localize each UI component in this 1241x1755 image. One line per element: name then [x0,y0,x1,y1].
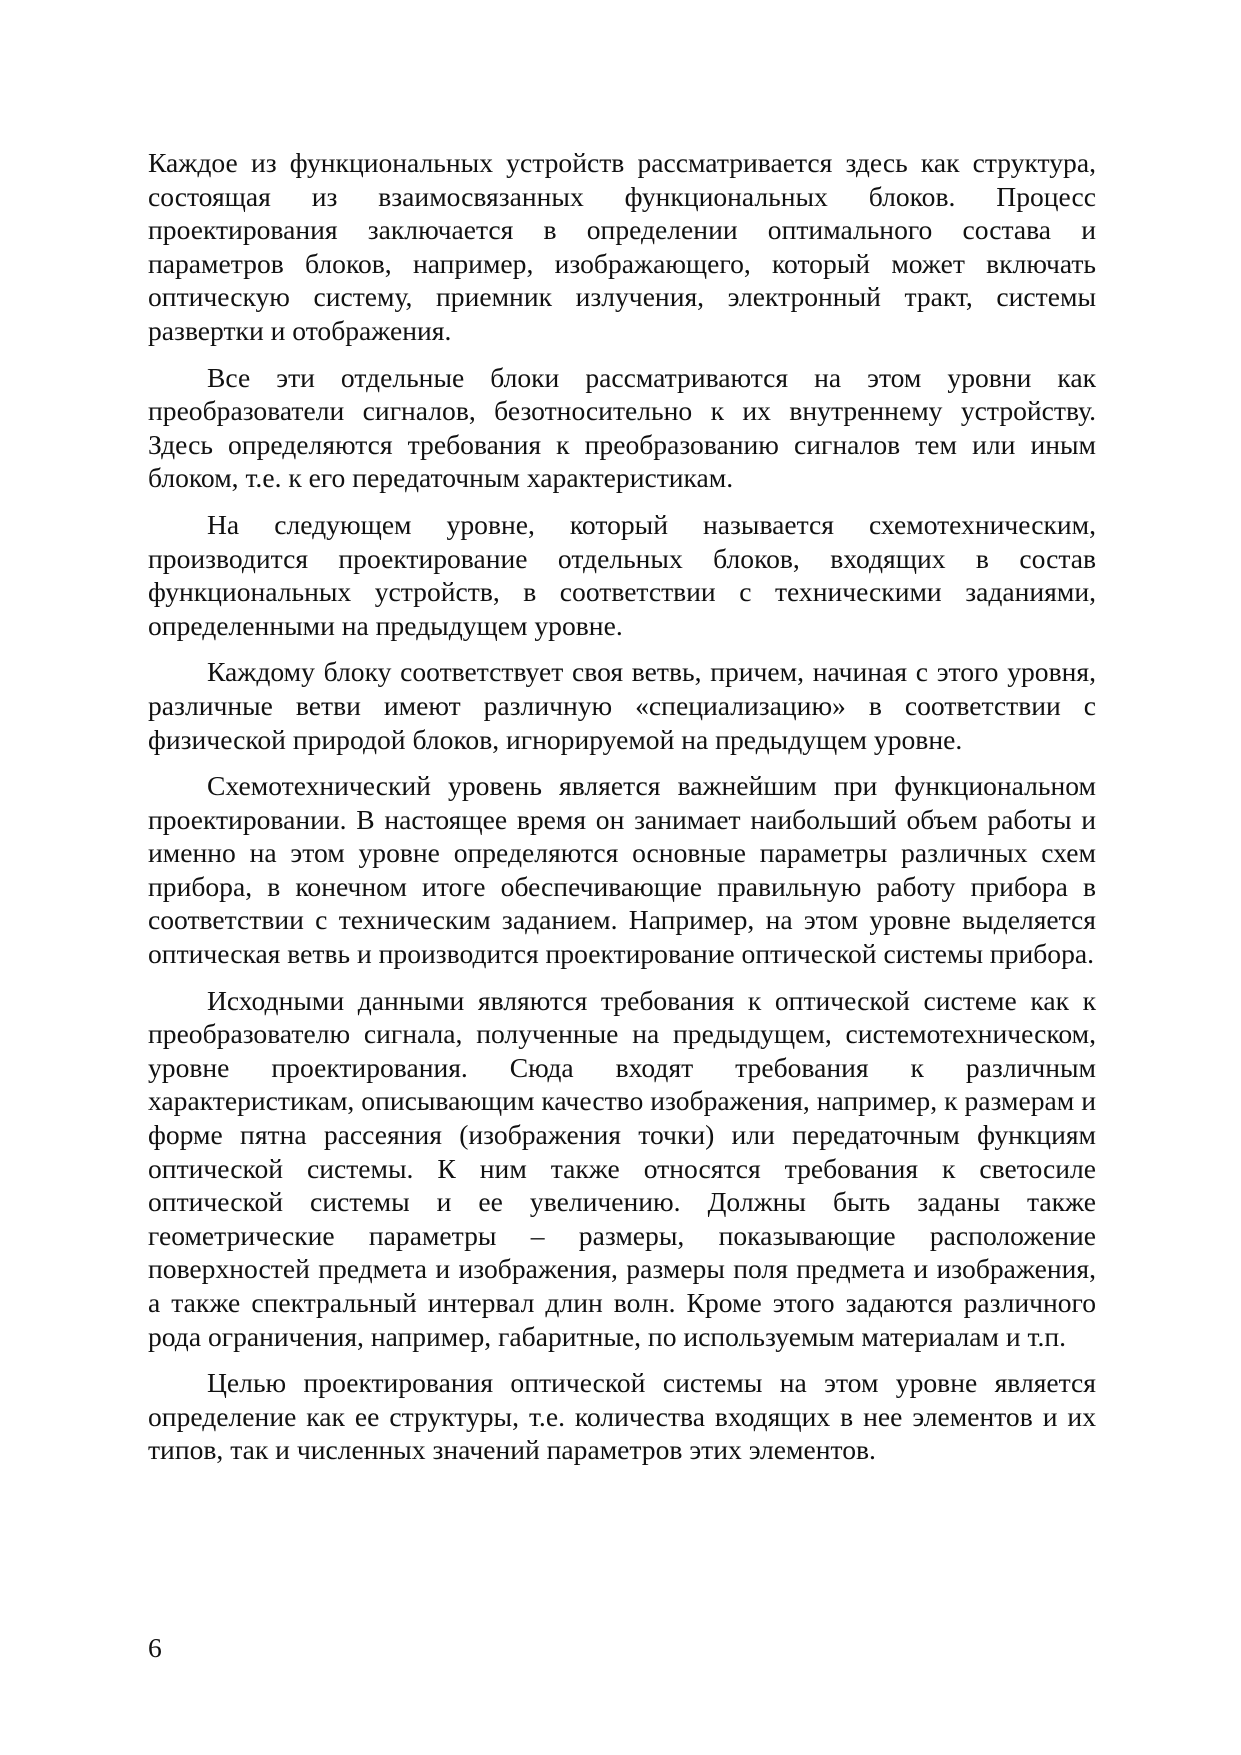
paragraph-1: Каждое из функциональных устройств рассматривается здесь как структура, состоящая из взаимосвязанных функциональных блоков. Процесс проектирования заключается в определении оптимального состава и параметров блоков, например, изображающего, который может включать оптическую систему, приемник излучения, электронный тракт, системы развертки и отображения. [148,147,1096,346]
paragraph-3: На следующем уровне, который называется схемотехническим, производится проектирование отдельных блоков, входящих в состав функциональных устройств, в соответствии с техническими заданиями, определенными на предыдущем уровне. [148,508,1096,641]
paragraph-4: Каждому блоку соответствует своя ветвь, причем, начиная с этого уровня, различные ветви имеют различную «специализацию» в соответствии с физической природой блоков, игнорируемой на предыдущем уровне. [148,656,1096,755]
paragraph-5: Схемотехнический уровень является важнейшим при функциональном проектировании. В настоящее время он занимает наибольший объем работы и именно на этом уровне определяются основные параметры различных схем прибора, в конечном итоге обеспечивающие правильную работу прибора в соответствии с техническим заданием. Например, на этом уровне выделяется оптическая ветвь и производится проектирование оптической системы прибора. [148,770,1096,970]
paragraph-6: Исходными данными являются требования к оптической системе как к преобразователю сигнала, полученные на предыдущем, системотехническом, уровне проектирования. Сюда входят требования к различным характеристикам, описывающим качество изображения, например, к размерам и форме пятна рассеяния (изображения точки) или передаточным функциям оптической системы. К ним также относятся требования к светосиле оптической системы и ее увеличению. Должны быть заданы также геометрические параметры – размеры, показывающие расположение поверхностей предмета и изображения, размеры поля предмета и изображения, а также спектральный интервал длин волн. Кроме этого задаются различного рода ограничения, например, габаритные, по используемым материалам и т.п. [148,984,1096,1352]
page-number: 6 [148,1632,162,1663]
paragraph-2: Все эти отдельные блоки рассматриваются на этом уровни как преобразователи сигналов, безотносительно к их внутреннему устройству. Здесь определяются требования к преобразованию сигналов тем или иным блоком, т.е. к его передаточным характеристикам. [148,361,1096,494]
paragraph-7: Целью проектирования оптической системы на этом уровне является определение как ее структуры, т.е. количества входящих в нее элементов и их типов, так и численных значений параметров этих элементов. [148,1367,1096,1466]
body-text [148,146,1096,1480]
